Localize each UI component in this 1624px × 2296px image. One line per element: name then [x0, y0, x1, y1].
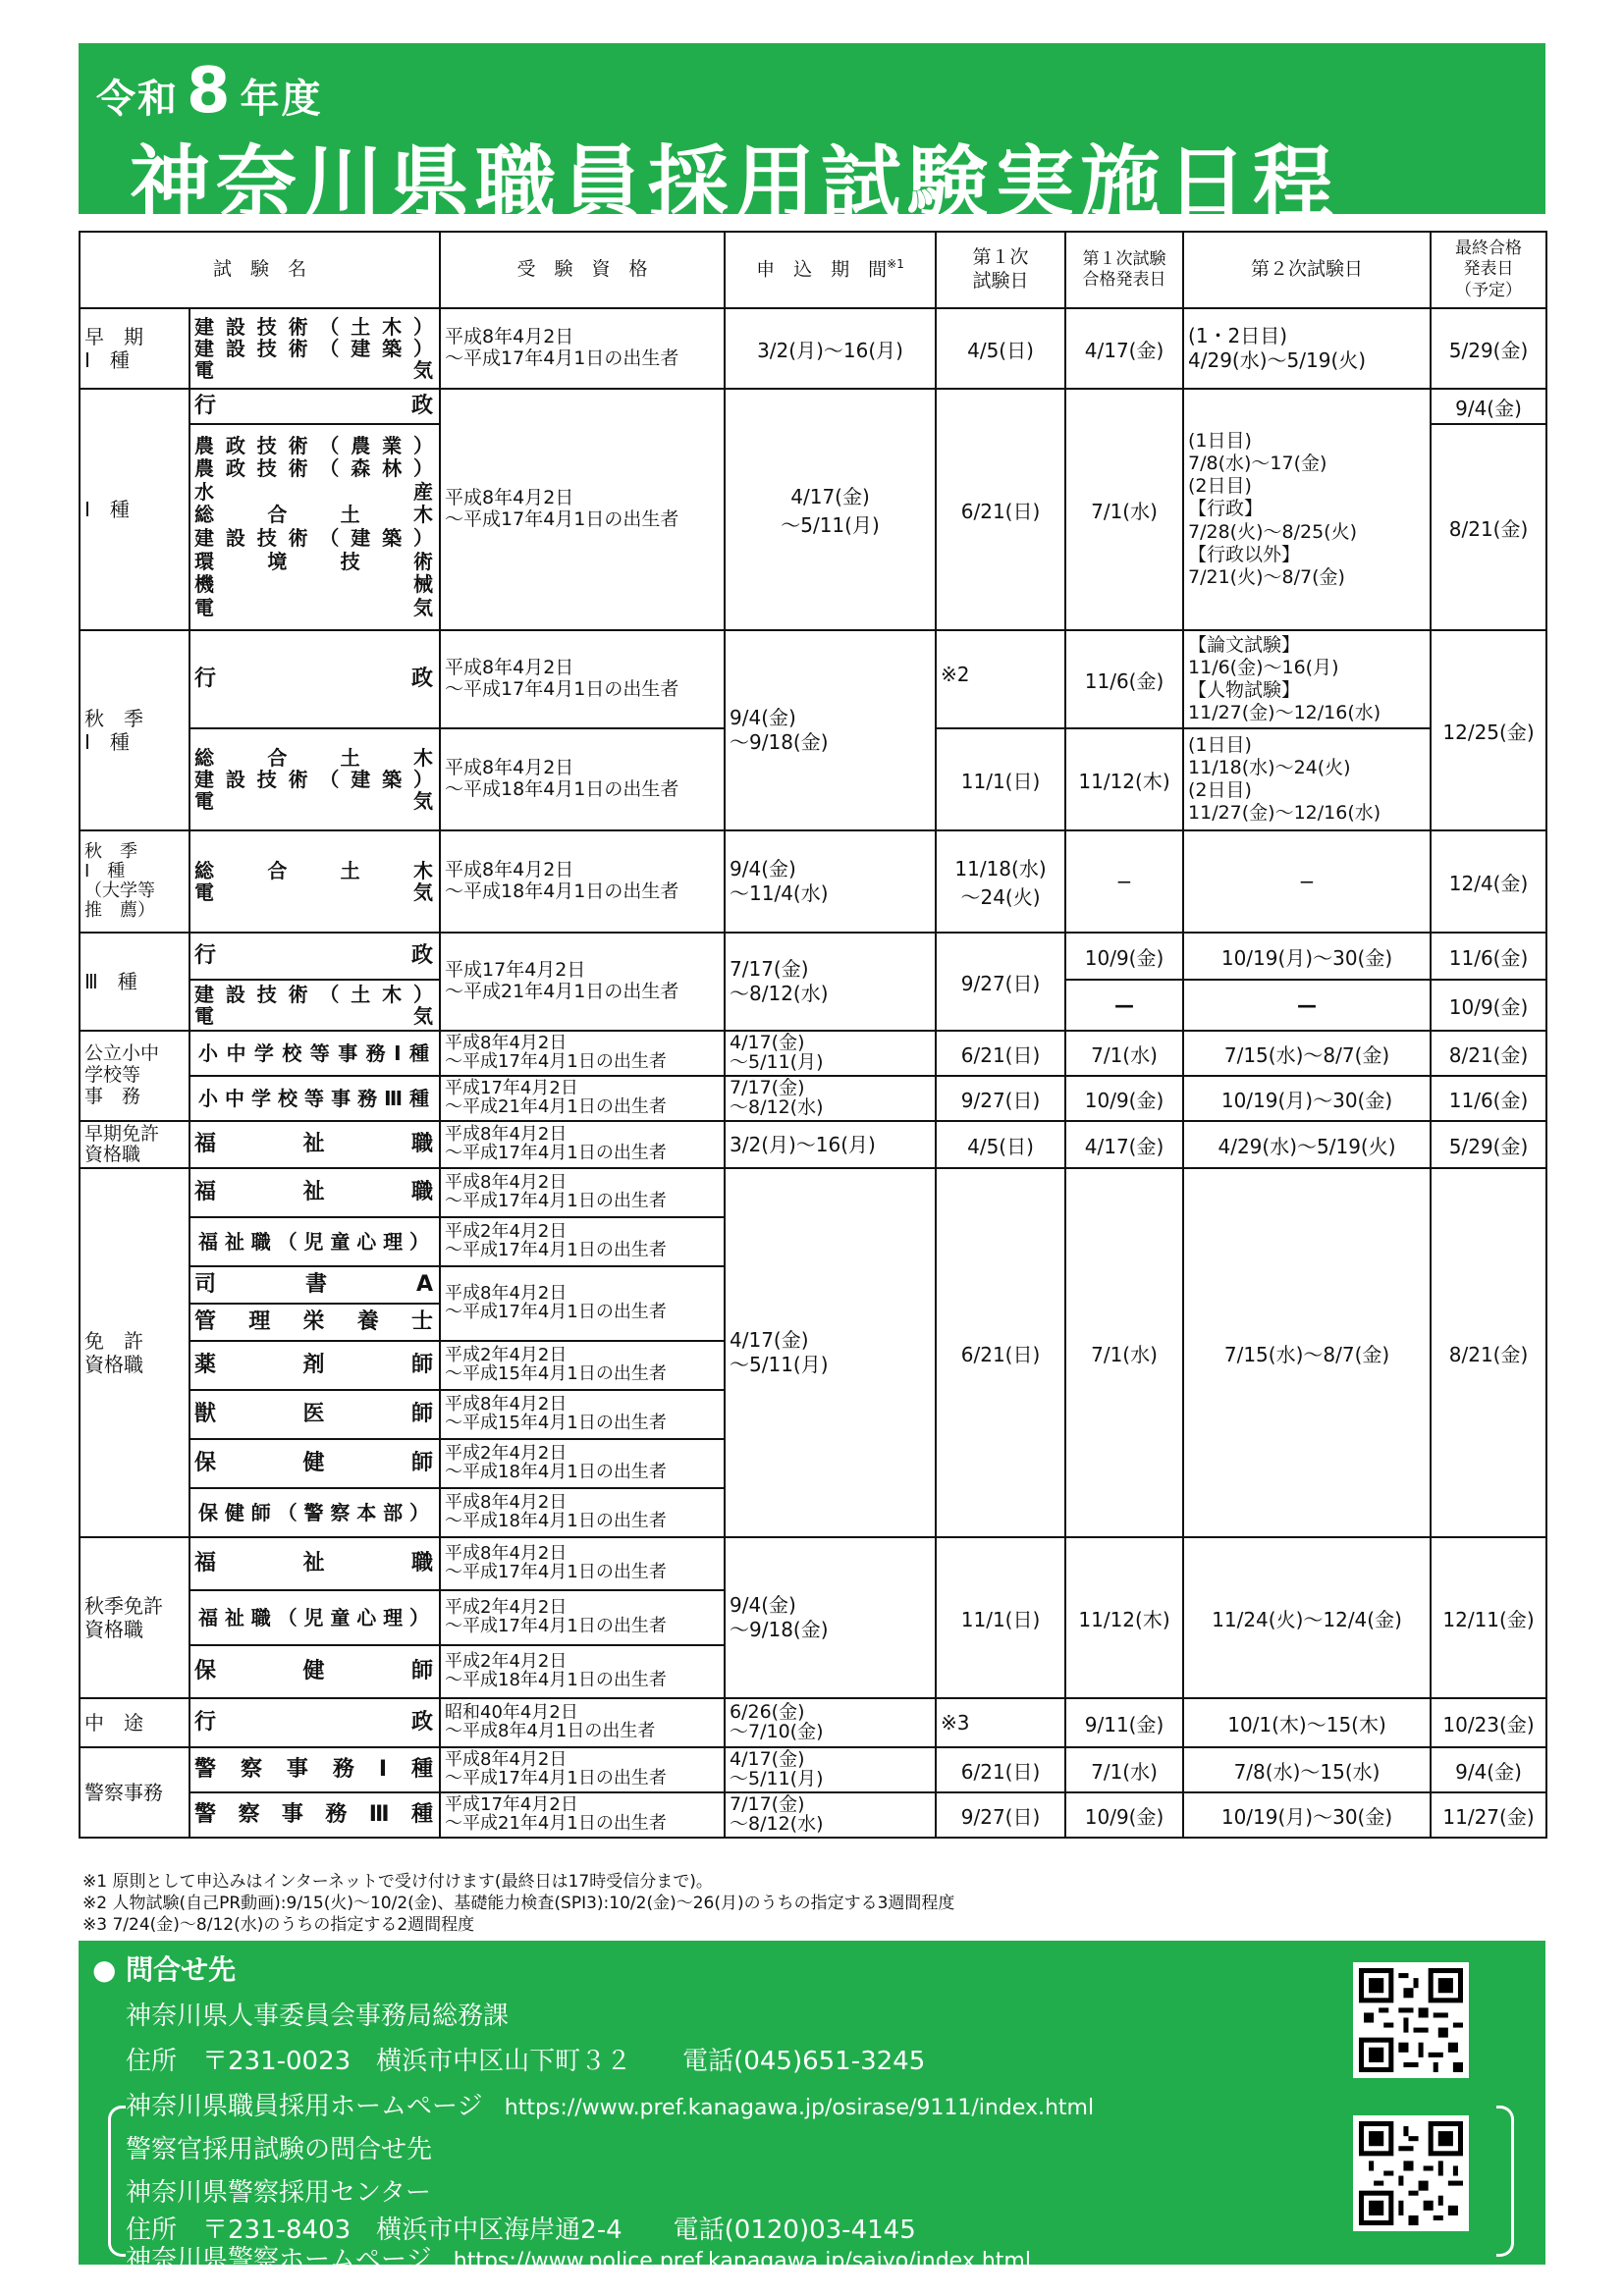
- exam-name-cell: 総合土木 電気: [189, 830, 440, 933]
- exam-name-cell: 獣医師: [189, 1390, 440, 1439]
- first-exam-cell: 6/21(日): [936, 1168, 1065, 1537]
- table-header-row: [80, 232, 1546, 308]
- hp-label: 神奈川県職員採用ホームページ: [126, 2092, 483, 2121]
- col-first-result: 第１次試験 合格発表日: [1065, 232, 1183, 308]
- police-hp-label: 神奈川県警察ホームページ: [126, 2245, 432, 2274]
- qualification-cell: 平成2年4月2日 〜平成18年4月1日の出生者: [440, 1645, 725, 1698]
- first-result-cell: 11/12(木): [1065, 1537, 1183, 1698]
- final-cell: 9/4(金): [1431, 389, 1546, 424]
- apply-cell: 7/17(金) 〜8/12(水): [725, 1076, 936, 1121]
- exam-name-cell: 建設技術（土木） 建設技術（建築） 電気: [189, 308, 440, 389]
- qualification-cell: 平成8年4月2日 〜平成17年4月1日の出生者: [440, 630, 725, 728]
- category-cell: 秋 季 Ⅰ 種: [80, 630, 189, 830]
- qualification-cell: 平成8年4月2日 〜平成18年4月1日の出生者: [440, 1488, 725, 1537]
- second-exam-cell: 【論文試験】 11/6(金)〜16(月) 【人物試験】 11/27(金)〜12/16(水): [1183, 630, 1431, 728]
- apply-cell: 7/17(金) 〜8/12(水): [725, 1792, 936, 1838]
- first-result-cell: 4/17(金): [1065, 308, 1183, 389]
- final-cell: 11/6(金): [1431, 933, 1546, 980]
- final-cell: 5/29(金): [1431, 1121, 1546, 1168]
- qualification-cell: 平成2年4月2日 〜平成17年4月1日の出生者: [440, 1217, 725, 1266]
- qr-code-icon: [1359, 1968, 1463, 2072]
- first-exam-cell: 6/21(日): [936, 1747, 1065, 1792]
- qualification-cell: 平成8年4月2日 〜平成17年4月1日の出生者: [440, 1031, 725, 1076]
- apply-cell: 4/17(金) 〜5/11(月): [725, 1168, 936, 1537]
- final-cell: 10/23(金): [1431, 1698, 1546, 1747]
- second-exam-cell: 7/15(水)〜8/7(金): [1183, 1031, 1431, 1076]
- table-row: [80, 1698, 1546, 1747]
- second-exam-cell: —: [1183, 980, 1431, 1031]
- table-row: [80, 933, 1546, 980]
- apply-cell: 9/4(金) 〜9/18(金): [725, 1537, 936, 1698]
- exam-name-cell: 福祉職（児童心理）: [189, 1590, 440, 1645]
- page-title: 神奈川県職員採用試験実施日程: [130, 137, 1340, 231]
- apply-cell: 3/2(月)〜16(月): [725, 1121, 936, 1168]
- exam-name-cell: 建設技術（土木） 電気: [189, 980, 440, 1031]
- col-apply: 申 込 期 間$^{※1}$: [725, 232, 936, 308]
- second-exam-cell: 10/19(月)〜30(金): [1183, 1792, 1431, 1838]
- second-exam-cell: 11/24(火)〜12/4(金): [1183, 1537, 1431, 1698]
- apply-cell: 9/4(金) 〜11/4(水): [725, 830, 936, 933]
- qualification-cell: 平成2年4月2日 〜平成15年4月1日の出生者: [440, 1341, 725, 1390]
- first-exam-cell: 6/21(日): [936, 389, 1065, 630]
- final-cell: 8/21(金): [1431, 1031, 1546, 1076]
- first-exam-cell: 11/18(水) 〜24(火): [936, 830, 1065, 933]
- col-final: 最終合格 発表日 （予定）: [1431, 232, 1546, 308]
- brace-left: [108, 2106, 126, 2257]
- exam-name-cell: 総合土木 建設技術（建築） 電気: [189, 728, 440, 830]
- table-row: [80, 1747, 1546, 1792]
- table-row: [80, 1076, 1546, 1121]
- contact-org: 神奈川県人事委員会事務局総務課: [126, 2002, 510, 2031]
- first-result-cell: —: [1065, 980, 1183, 1031]
- exam-name-cell: 行政: [189, 389, 440, 424]
- category-cell: Ⅲ 種: [80, 933, 189, 1031]
- col-second-exam: 第２次試験日: [1183, 232, 1431, 308]
- second-exam-cell: 10/1(木)〜15(木): [1183, 1698, 1431, 1747]
- first-result-cell: 11/6(金): [1065, 630, 1183, 728]
- category-cell: 秋 季 Ⅰ 種 （大学等 推 薦）: [80, 830, 189, 933]
- exam-name-cell: 保健師: [189, 1439, 440, 1488]
- first-exam-cell: 9/27(日): [936, 1792, 1065, 1838]
- table-row: [80, 630, 1546, 728]
- first-exam-cell: 9/27(日): [936, 933, 1065, 1031]
- brace-right: [1496, 2106, 1514, 2257]
- second-exam-cell: 7/8(水)〜15(水): [1183, 1747, 1431, 1792]
- exam-name-cell: 管理栄養士: [189, 1304, 440, 1341]
- final-cell: 12/25(金): [1431, 630, 1546, 830]
- title-banner: [79, 43, 1545, 231]
- qualification-cell: 平成8年4月2日 〜平成17年4月1日の出生者: [440, 1266, 725, 1341]
- apply-cell: 6/26(金) 〜7/10(金): [725, 1698, 936, 1747]
- final-cell: 10/9(金): [1431, 980, 1546, 1031]
- fiscal-year: 令和 8 年度: [96, 55, 323, 128]
- final-cell: 5/29(金): [1431, 308, 1546, 389]
- first-result-cell: 11/12(木): [1065, 728, 1183, 830]
- exam-name-cell: 行政: [189, 1698, 440, 1747]
- final-cell: 8/21(金): [1431, 1168, 1546, 1537]
- category-cell: 警察事務: [80, 1747, 189, 1838]
- final-cell: 11/6(金): [1431, 1076, 1546, 1121]
- qualification-cell: 平成17年4月2日 〜平成21年4月1日の出生者: [440, 1076, 725, 1121]
- apply-cell: 3/2(月)〜16(月): [725, 308, 936, 389]
- qualification-cell: 平成8年4月2日 〜平成17年4月1日の出生者: [440, 389, 725, 630]
- police-hp-link[interactable]: https://www.police.pref.kanagawa.jp/saiyo/index.html: [453, 2249, 1031, 2273]
- qualification-cell: 平成8年4月2日 〜平成18年4月1日の出生者: [440, 728, 725, 830]
- exam-name-cell: 警察事務Ⅰ種: [189, 1747, 440, 1792]
- final-cell: 9/4(金): [1431, 1747, 1546, 1792]
- apply-cell: 4/17(金) 〜5/11(月): [725, 1031, 936, 1076]
- category-cell: 免 許 資格職: [80, 1168, 189, 1537]
- exam-name-cell: 行政: [189, 933, 440, 980]
- final-cell: 11/27(金): [1431, 1792, 1546, 1838]
- first-exam-cell: 4/5(日): [936, 308, 1065, 389]
- second-exam-cell: (1日目) 7/8(水)〜17(金) (2日目) 【行政】 7/28(火)〜8/25(火) 【行政以外】 7/21(火)〜8/7(金): [1183, 389, 1431, 630]
- footnote: ※3 7/24(金)〜8/12(水)のうちの指定する2週間程度: [82, 1915, 475, 1936]
- first-exam-cell: 11/1(日): [936, 728, 1065, 830]
- exam-name-cell: 農政技術（農業） 農政技術（森林） 水産 総合土木 建設技術（建築） 環境技術 機械 電気: [189, 424, 440, 630]
- qr-code-icon: [1359, 2121, 1463, 2225]
- first-exam-cell: 6/21(日): [936, 1031, 1065, 1076]
- schedule-table: [79, 231, 1547, 1839]
- contact-address: 住所 〒231-0023 横浜市中区山下町３２ 電話(045)651-3245: [126, 2047, 926, 2076]
- qr-code-icon[interactable]: [1353, 1962, 1469, 2078]
- first-result-cell: 10/9(金): [1065, 1792, 1183, 1838]
- qualification-cell: 平成8年4月2日 〜平成15年4月1日の出生者: [440, 1390, 725, 1439]
- first-exam-cell: ※3: [936, 1698, 1065, 1747]
- qualification-cell: 平成2年4月2日 〜平成17年4月1日の出生者: [440, 1590, 725, 1645]
- second-exam-cell: 10/19(月)〜30(金): [1183, 1076, 1431, 1121]
- qualification-cell: 平成8年4月2日 〜平成17年4月1日の出生者: [440, 1168, 725, 1217]
- apply-cell: 7/17(金) 〜8/12(水): [725, 933, 936, 1031]
- second-exam-cell: 7/15(水)〜8/7(金): [1183, 1168, 1431, 1537]
- first-exam-cell: 4/5(日): [936, 1121, 1065, 1168]
- final-cell: 12/4(金): [1431, 830, 1546, 933]
- exam-name-cell: 福祉職: [189, 1537, 440, 1590]
- contact-heading: ● 問合せ先: [92, 1953, 237, 1986]
- table-row: [80, 389, 1546, 424]
- police-heading: 警察官採用試験の問合せ先: [126, 2135, 433, 2164]
- qualification-cell: 平成8年4月2日 〜平成18年4月1日の出生者: [440, 830, 725, 933]
- final-cell: 12/11(金): [1431, 1537, 1546, 1698]
- qr-code-icon[interactable]: [1353, 2115, 1469, 2231]
- apply-cell: 4/17(金) 〜5/11(月): [725, 1747, 936, 1792]
- contact-panel: [79, 1941, 1545, 2274]
- exam-name-cell: 司書A: [189, 1266, 440, 1304]
- footnotes: [82, 1871, 954, 1936]
- col-first-exam: 第１次 試験日: [936, 232, 1065, 308]
- category-cell: 早 期 Ⅰ 種: [80, 308, 189, 389]
- first-result-cell: 7/1(水): [1065, 1747, 1183, 1792]
- exam-name-cell: 警察事務Ⅲ種: [189, 1792, 440, 1838]
- table-row: [80, 308, 1546, 389]
- first-result-cell: −: [1065, 830, 1183, 933]
- second-exam-cell: (1日目) 11/18(水)〜24(火) (2日目) 11/27(金)〜12/16(水): [1183, 728, 1431, 830]
- table-row: [80, 1792, 1546, 1838]
- category-cell: Ⅰ 種: [80, 389, 189, 630]
- first-result-cell: 7/1(水): [1065, 1168, 1183, 1537]
- qualification-cell: 平成8年4月2日 〜平成17年4月1日の出生者: [440, 308, 725, 389]
- table-row: [80, 1121, 1546, 1168]
- category-cell: 公立小中 学校等 事 務: [80, 1031, 189, 1121]
- exam-name-cell: 薬剤師: [189, 1341, 440, 1390]
- first-result-cell: 10/9(金): [1065, 933, 1183, 980]
- qualification-cell: 平成8年4月2日 〜平成17年4月1日の出生者: [440, 1747, 725, 1792]
- exam-name-cell: 保健師（警察本部）: [189, 1488, 440, 1537]
- exam-name-cell: 小中学校等事務Ⅲ種: [189, 1076, 440, 1121]
- col-qualification: 受 験 資 格: [440, 232, 725, 308]
- exam-name-cell: 福祉職: [189, 1121, 440, 1168]
- first-exam-cell: ※2: [936, 630, 1065, 728]
- category-cell: 早期免許 資格職: [80, 1121, 189, 1168]
- first-result-cell: 9/11(金): [1065, 1698, 1183, 1747]
- qualification-cell: 昭和40年4月2日 〜平成8年4月1日の出生者: [440, 1698, 725, 1747]
- police-address: 住所 〒231-8403 横浜市中区海岸通2-4 電話(0120)03-4145: [126, 2216, 916, 2245]
- first-exam-cell: 9/27(日): [936, 1076, 1065, 1121]
- footnote: ※2 人物試験(自己PR動画):9/15(火)〜10/2(金)、基礎能力検査(SPI3):10/2(金)〜26(月)のうちの指定する3週間程度: [82, 1894, 955, 1914]
- contact-hp: [126, 2086, 1094, 2122]
- qualification-cell: 平成8年4月2日 〜平成17年4月1日の出生者: [440, 1121, 725, 1168]
- second-exam-cell: 4/29(水)〜5/19(火): [1183, 1121, 1431, 1168]
- qualification-cell: 平成2年4月2日 〜平成18年4月1日の出生者: [440, 1439, 725, 1488]
- police-hp: [126, 2239, 1031, 2275]
- qualification-cell: 平成17年4月2日 〜平成21年4月1日の出生者: [440, 933, 725, 1031]
- first-result-cell: 7/1(水): [1065, 1031, 1183, 1076]
- footnote: ※1 原則として申込みはインターネットで受け付けます(最終日は17時受信分まで)。: [82, 1872, 713, 1892]
- table-row: [80, 830, 1546, 933]
- first-result-cell: 10/9(金): [1065, 1076, 1183, 1121]
- first-result-cell: 4/17(金): [1065, 1121, 1183, 1168]
- table-row: [80, 1031, 1546, 1076]
- table-row: [80, 1168, 1546, 1217]
- col-name: 試 験 名: [80, 232, 440, 308]
- category-cell: 中 途: [80, 1698, 189, 1747]
- second-exam-cell: (1・2日目) 4/29(水)〜5/19(火): [1183, 308, 1431, 389]
- second-exam-cell: −: [1183, 830, 1431, 933]
- first-exam-cell: 11/1(日): [936, 1537, 1065, 1698]
- hp-link[interactable]: https://www.pref.kanagawa.jp/osirase/9111/index.html: [504, 2096, 1095, 2120]
- category-cell: 秋季免許 資格職: [80, 1537, 189, 1698]
- qualification-cell: 平成17年4月2日 〜平成21年4月1日の出生者: [440, 1792, 725, 1838]
- first-result-cell: 7/1(水): [1065, 389, 1183, 630]
- exam-name-cell: 福祉職（児童心理）: [189, 1217, 440, 1266]
- qualification-cell: 平成8年4月2日 〜平成17年4月1日の出生者: [440, 1537, 725, 1590]
- exam-name-cell: 福祉職: [189, 1168, 440, 1217]
- apply-cell: 9/4(金) 〜9/18(金): [725, 630, 936, 830]
- exam-name-cell: 行政: [189, 630, 440, 728]
- police-org: 神奈川県警察採用センター: [126, 2178, 431, 2208]
- second-exam-cell: 10/19(月)〜30(金): [1183, 933, 1431, 980]
- exam-name-cell: 小中学校等事務Ⅰ種: [189, 1031, 440, 1076]
- apply-cell: 4/17(金) 〜5/11(月): [725, 389, 936, 630]
- final-cell: 8/21(金): [1431, 424, 1546, 630]
- exam-name-cell: 保健師: [189, 1645, 440, 1698]
- table-row: [80, 1537, 1546, 1590]
